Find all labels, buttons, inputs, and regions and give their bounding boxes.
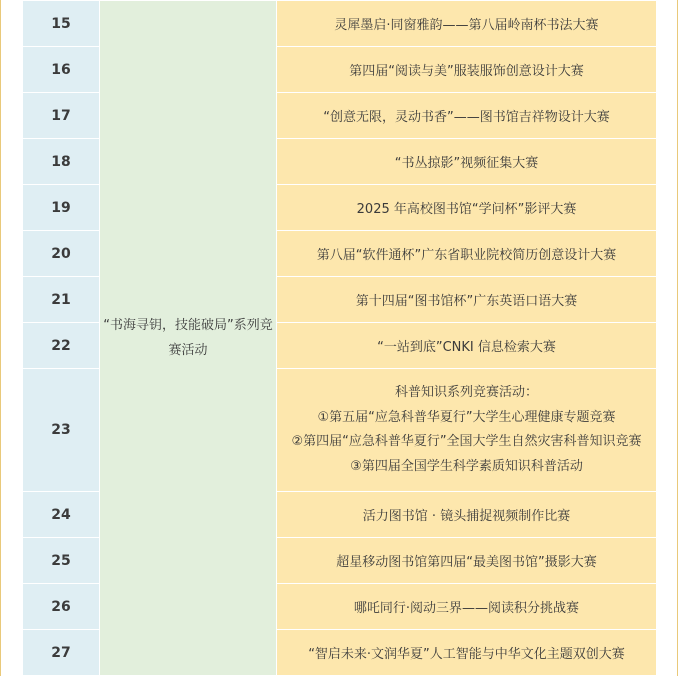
event-name: 活力图书馆 · 镜头捕捉视频制作比赛 — [277, 492, 657, 538]
row-number: 18 — [23, 139, 100, 185]
row-number: 27 — [23, 630, 100, 676]
event-name: 超星移动图书馆第四届“最美图书馆”摄影大赛 — [277, 538, 657, 584]
event-line: ②第四届“应急科普华夏行”全国大学生自然灾害科普知识竞赛 — [291, 434, 642, 449]
row-number: 15 — [23, 1, 100, 47]
event-name: “创意无限，灵动书香”——图书馆吉祥物设计大赛 — [277, 93, 657, 139]
row-number: 25 — [23, 538, 100, 584]
event-name: 哪吒同行·阅动三界——阅读积分挑战赛 — [277, 584, 657, 630]
row-number: 24 — [23, 492, 100, 538]
row-number: 23 — [23, 369, 100, 492]
row-number: 21 — [23, 277, 100, 323]
event-name: 灵犀墨启·同窗雅韵——第八届岭南杯书法大赛 — [277, 1, 657, 47]
event-line: ①第五届“应急科普华夏行”大学生心理健康专题竞赛 — [317, 409, 616, 425]
right-border-line — [677, 0, 678, 676]
row-number: 20 — [23, 231, 100, 277]
event-name: “智启未来·文润华夏”人工智能与中华文化主题双创大赛 — [277, 630, 657, 676]
competition-table — [22, 0, 657, 676]
row-number: 17 — [23, 93, 100, 139]
event-name: “一站到底”CNKI 信息检索大赛 — [277, 323, 657, 369]
event-name-multiline — [277, 369, 657, 492]
event-name: “书丛掠影”视频征集大赛 — [277, 139, 657, 185]
category-cell — [100, 1, 277, 676]
row-number: 22 — [23, 323, 100, 369]
row-number: 19 — [23, 185, 100, 231]
event-name: 2025 年高校图书馆“学问杯”影评大赛 — [277, 185, 657, 231]
event-name: 第八届“软件通杯”广东省职业院校简历创意设计大赛 — [277, 231, 657, 277]
row-number: 26 — [23, 584, 100, 630]
row-number: 16 — [23, 47, 100, 93]
event-line: 科普知识系列竞赛活动： — [394, 385, 538, 400]
event-name: 第十四届“图书馆杯”广东英语口语大赛 — [277, 277, 657, 323]
table-row — [23, 1, 657, 47]
left-border-line — [0, 0, 1, 676]
event-line: ③第四届全国学生科学素质知识科普活动 — [350, 458, 583, 474]
event-name: 第四届“阅读与美”服装服饰创意设计大赛 — [277, 47, 657, 93]
category-label: “书海寻钥，技能破局”系列竞赛活动 — [103, 318, 273, 358]
